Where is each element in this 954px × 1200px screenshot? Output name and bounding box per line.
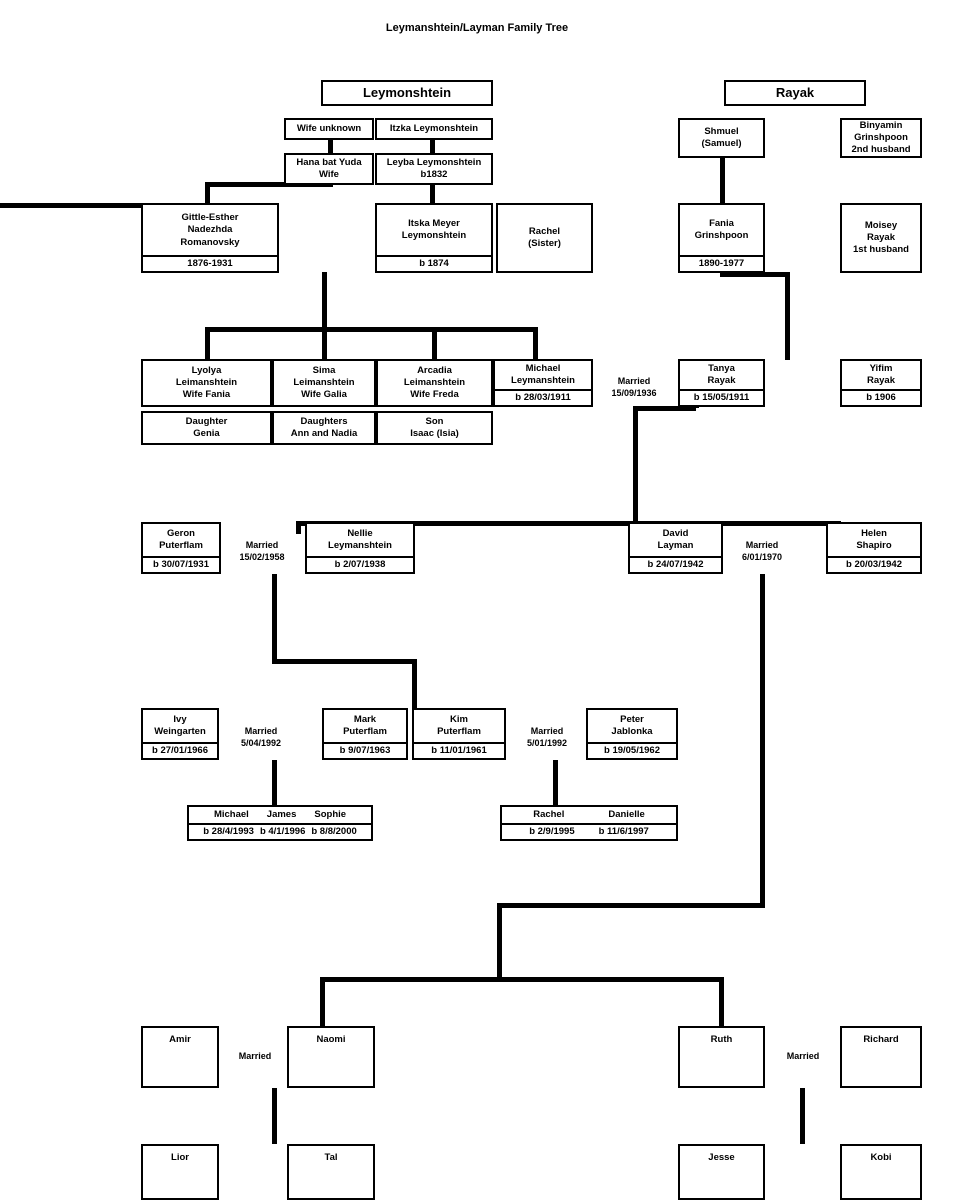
- connector-lyolya-up: [205, 327, 210, 360]
- connector-david-to-gen7: [497, 903, 765, 908]
- node-hana-bat-yuda: Hana bat Yuda Wife: [284, 153, 374, 185]
- node-arcadia-children: Son Isaac (Isia): [376, 411, 493, 445]
- node-peter-jablonka: Peter Jablonka b 19/05/1962: [586, 708, 678, 760]
- connector-naomi-up: [320, 977, 325, 1027]
- node-moisey-rayak: Moisey Rayak 1st husband: [840, 203, 922, 273]
- node-sima: Sima Leimanshtein Wife Galia: [272, 359, 376, 407]
- connector-sima-up: [322, 327, 327, 360]
- connector-michael-down: [633, 406, 638, 526]
- node-itzka-leymonshtein: Itzka Leymonshtein: [375, 118, 493, 140]
- connector-mark-up: [412, 659, 417, 709]
- connector-naomi-down: [272, 1088, 277, 1144]
- node-tanya-rayak: Tanya Rayak b 15/05/1911: [678, 359, 765, 407]
- label-married-david-helen: Married 6/01/1970: [741, 540, 783, 562]
- connector-shmuel-fania: [720, 155, 725, 205]
- node-gittle-esther: Gittle-Esther Nadezhda Romanovsky 1876-1931: [141, 203, 279, 273]
- node-jesse: Jesse: [678, 1144, 765, 1200]
- connector-nellie-to-mark: [272, 659, 417, 664]
- node-rachel-sister: Rachel (Sister): [496, 203, 593, 273]
- node-lyolya: Lyolya Leimanshtein Wife Fania: [141, 359, 272, 407]
- node-leyba-leymonshtein: Leyba Leymonshtein b1832: [375, 153, 493, 185]
- connector-michael-up: [533, 327, 538, 360]
- node-helen-shapiro: Helen Shapiro b 20/03/1942: [826, 522, 922, 574]
- node-fania-grinshpoon: Fania Grinshpoon 1890-1977: [678, 203, 765, 273]
- connector-ruth-up: [719, 977, 724, 1027]
- header-rayak: Rayak: [724, 80, 866, 106]
- connector-nellie-down: [272, 574, 277, 664]
- node-sima-children: Daughters Ann and Nadia: [272, 411, 376, 445]
- page-title: Leymanshtein/Layman Family Tree: [385, 22, 569, 34]
- node-shmuel-samuel: Shmuel (Samuel): [678, 118, 765, 158]
- node-mark-children: Michael James Sophie b 28/4/1993 b 4/1/1996 b 8/8/2000: [187, 805, 373, 841]
- node-lyolya-children: Daughter Genia: [141, 411, 272, 445]
- node-arcadia: Arcadia Leimanshtein Wife Freda: [376, 359, 493, 407]
- node-wife-unknown: Wife unknown: [284, 118, 374, 140]
- node-michael-leymanshtein: Michael Leymanshtein b 28/03/1911: [493, 359, 593, 407]
- connector-nellie-up: [296, 521, 301, 534]
- node-ruth: Ruth: [678, 1026, 765, 1088]
- node-geron-puterflam: Geron Puterflam b 30/07/1931: [141, 522, 221, 574]
- label-married-kim-peter: Married 5/01/1992: [526, 726, 568, 748]
- node-richard: Richard: [840, 1026, 922, 1088]
- node-naomi: Naomi: [287, 1026, 375, 1088]
- label-married-michael-tanya: Married 15/09/1936: [611, 376, 657, 398]
- connector-gen3-siblings: [205, 327, 535, 332]
- label-married-geron-nellie: Married 15/02/1958: [239, 540, 285, 562]
- label-married-amir-naomi: Married: [238, 1051, 272, 1061]
- node-mark-puterflam: Mark Puterflam b 9/07/1963: [322, 708, 408, 760]
- node-kim-children: Rachel Danielle b 2/9/1995 b 11/6/1997: [500, 805, 678, 841]
- connector-leyba-itskameyer: [430, 182, 435, 204]
- node-david-layman: David Layman b 24/07/1942: [628, 522, 723, 574]
- connector-arcadia-up: [432, 327, 437, 360]
- connector-ruth-down: [800, 1088, 805, 1144]
- connector-gen7-bar: [320, 977, 724, 982]
- connector-kim-children: [553, 760, 558, 805]
- node-itska-meyer: Itska Meyer Leymonshtein b 1874: [375, 203, 493, 273]
- label-married-ivy-mark: Married 5/04/1992: [240, 726, 282, 748]
- connector-left-edge-line: [0, 203, 145, 208]
- node-tal: Tal: [287, 1144, 375, 1200]
- node-nellie-leymanshtein: Nellie Leymanshtein b 2/07/1938: [305, 522, 415, 574]
- node-amir: Amir: [141, 1026, 219, 1088]
- node-kobi: Kobi: [840, 1144, 922, 1200]
- connector-gen7-drop: [497, 903, 502, 981]
- connector-david-helen-down: [760, 574, 765, 908]
- node-lior: Lior: [141, 1144, 219, 1200]
- node-yifim-rayak: Yifim Rayak b 1906: [840, 359, 922, 407]
- connector-mark-children: [272, 760, 277, 805]
- label-married-ruth-richard: Married: [786, 1051, 820, 1061]
- node-kim-puterflam: Kim Puterflam b 11/01/1961: [412, 708, 506, 760]
- connector-fania-tanya: [785, 272, 790, 360]
- node-ivy-weingarten: Ivy Weingarten b 27/01/1966: [141, 708, 219, 760]
- node-binyamin-grinshpoon: Binyamin Grinshpoon 2nd husband: [840, 118, 922, 158]
- header-leymonshtein: Leymonshtein: [321, 80, 493, 106]
